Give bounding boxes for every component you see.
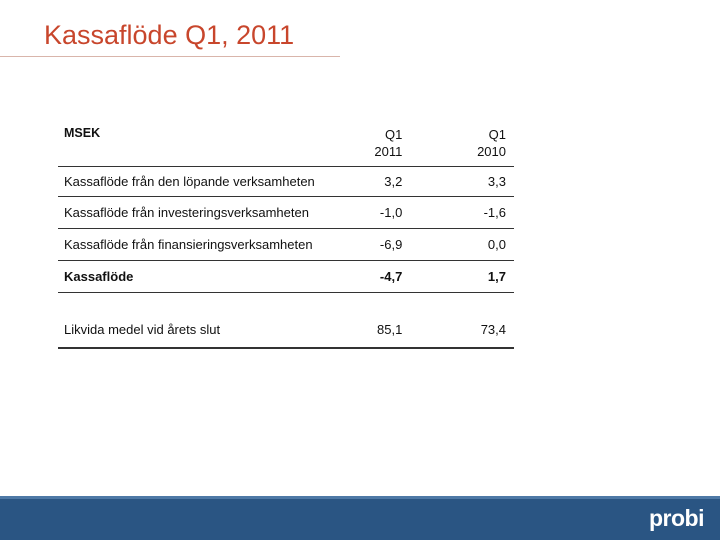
title-divider xyxy=(0,56,340,57)
row-value-q1-2010: 3,3 xyxy=(432,167,514,197)
row-value-q1-2011: 85,1 xyxy=(350,311,432,348)
header-msek: MSEK xyxy=(58,126,350,167)
header-q1-2011-line1: Q1 xyxy=(384,127,403,142)
row-value-q1-2011: 3,2 xyxy=(350,167,432,197)
header-q1-2010 xyxy=(432,126,514,167)
row-value-q1-2010: 1,7 xyxy=(432,261,514,293)
cashflow-table xyxy=(58,126,514,349)
header-q1-2010-line2: 2010 xyxy=(477,144,506,159)
slide-title: Kassaflöde Q1, 2011 xyxy=(44,20,295,50)
table-row xyxy=(58,167,514,197)
probi-logo: probi xyxy=(649,505,704,531)
table-header-row xyxy=(58,126,514,167)
table-row xyxy=(58,197,514,229)
row-value-q1-2011: -6,9 xyxy=(350,229,432,261)
header-q1-2010-line1: Q1 xyxy=(488,127,506,142)
footer-stripe xyxy=(0,496,720,499)
row-value-q1-2010: -1,6 xyxy=(432,197,514,229)
row-value-q1-2011: -4,7 xyxy=(350,261,432,293)
row-value-q1-2010: 0,0 xyxy=(432,229,514,261)
row-value-q1-2011: -1,0 xyxy=(350,197,432,229)
table-spacer xyxy=(58,293,514,312)
header-q1-2011-line2: 2011 xyxy=(374,144,403,159)
footer-bar xyxy=(0,496,720,540)
row-label: Kassaflöde från finansieringsverksamheten xyxy=(58,229,350,261)
table-row-total xyxy=(58,261,514,293)
header-q1-2011 xyxy=(350,126,432,167)
row-value-q1-2010: 73,4 xyxy=(432,311,514,348)
row-label: Kassaflöde från den löpande verksamheten xyxy=(58,167,350,197)
table-row-liquidity xyxy=(58,311,514,348)
row-label: Likvida medel vid årets slut xyxy=(58,311,350,348)
table-row xyxy=(58,229,514,261)
row-label: Kassaflöde xyxy=(58,261,350,293)
row-label: Kassaflöde från investeringsverksamheten xyxy=(58,197,350,229)
